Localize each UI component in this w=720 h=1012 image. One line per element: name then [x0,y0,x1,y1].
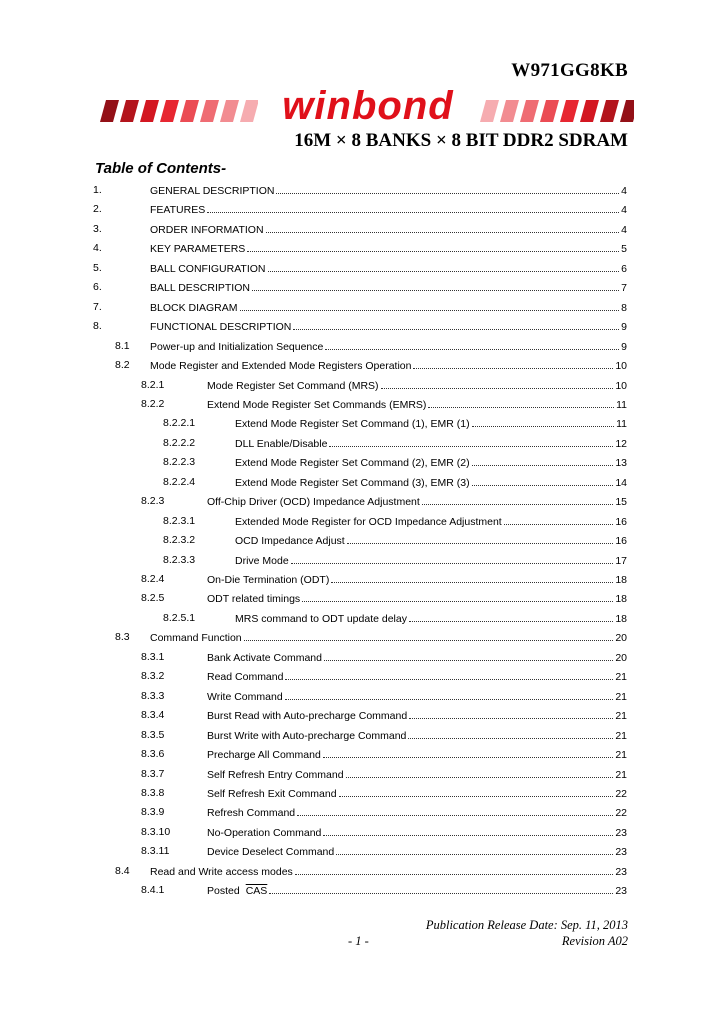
toc-entry-title: BLOCK DIAGRAM [150,301,238,314]
toc-entry-title: KEY PARAMETERS [150,243,246,256]
toc-entry-title: FUNCTIONAL DESCRIPTION [150,321,292,334]
toc-entry-page: 18 [615,574,627,586]
toc-entry-page: 10 [615,360,627,373]
toc-entry-page: 13 [615,457,627,470]
logo-stripes-left [100,100,258,122]
toc-entry-title: GENERAL DESCRIPTION [150,185,275,197]
toc-entry-title: Mode Register Set Command (MRS) [207,379,379,392]
toc-entry-number: 8.2.2.2 [163,436,196,449]
toc-entry-line [150,279,627,296]
toc-dot-leader [413,357,613,369]
toc-entry-title: Extend Mode Register Set Command (3), EMR (3) [235,476,470,489]
toc-entry[interactable] [0,357,720,373]
toc-entry-number: 8.3.9 [141,806,165,819]
toc-entry-number: 4. [93,242,102,255]
toc-entry-title: On-Die Termination (ODT) [207,574,330,586]
toc-dot-leader [347,532,614,544]
toc-entry-line [207,590,627,607]
toc-entry-title: Precharge All Command [207,749,321,762]
toc-entry[interactable] [0,610,720,626]
toc-entry-page: 9 [621,321,627,334]
toc-dot-leader [472,454,614,466]
toc-entry-line [150,260,627,277]
toc-dot-leader [329,435,613,447]
toc-entry-page: 18 [615,593,627,606]
logo-stripe [160,100,179,122]
toc-entry[interactable] [0,513,720,529]
toc-dot-leader [266,221,620,233]
toc-entry-title: Read and Write access modes [150,865,293,878]
toc-entry-page: 16 [615,515,627,528]
toc-dot-leader [331,571,613,583]
toc-entry-page: 23 [615,885,627,898]
logo-stripe [480,100,499,122]
logo-stripe [140,100,159,122]
toc-dot-leader [325,338,619,350]
toc-entry[interactable] [0,649,720,665]
toc-entry-line [150,182,627,199]
toc-entry-page: 4 [621,185,627,197]
toc-entry-page: 9 [621,340,627,353]
toc-dot-leader [323,824,613,836]
logo-stripe [520,100,539,122]
logo-stripes-right [480,100,634,122]
toc-entry-number: 8.3.2 [141,670,165,683]
toc-entry-page: 12 [615,437,627,450]
toc-entry-title: FEATURES [150,204,206,217]
toc-dot-leader [409,610,613,622]
toc-dot-leader [323,746,614,758]
toc-dot-leader [504,513,614,525]
toc-entry[interactable] [0,299,720,315]
toc-entry-line [150,629,627,646]
toc-entry[interactable] [0,863,720,879]
logo-stripe [240,100,258,122]
toc-entry-line [235,474,627,491]
toc-entry[interactable] [0,746,720,762]
toc-entry-title: BALL CONFIGURATION [150,262,266,275]
toc-entry[interactable] [0,377,720,393]
toc-entry[interactable] [0,338,720,354]
toc-entry-page: 4 [621,204,627,217]
toc-entry-line [207,843,627,860]
toc-entry[interactable] [0,882,720,898]
toc-dot-leader [285,688,614,700]
toc-entry-title: Off-Chip Driver (OCD) Impedance Adjustment [207,496,420,509]
toc-entry-number: 6. [93,281,102,294]
logo-stripe [500,100,519,122]
toc-entry[interactable] [0,435,720,451]
logo-stripe [220,100,239,122]
toc-entry-title: Extend Mode Register Set Command (1), EMR (1) [235,418,470,431]
toc-dot-leader [252,279,619,291]
toc-dot-leader [409,707,613,719]
toc-entry[interactable] [0,201,720,217]
toc-entry-number: 8.2.5.1 [163,611,196,624]
toc-entry-line [207,396,627,413]
toc-entry-line [150,201,627,218]
toc-entry-title: Posted [207,885,240,898]
toc-entry-title: Mode Register and Extended Mode Registers Operation [150,360,412,373]
toc-entry-line [235,610,627,627]
toc-entry-number: 8.2 [115,359,130,372]
toc-dot-leader [428,396,614,408]
toc-entry[interactable] [0,727,720,743]
logo-stripe [540,100,559,122]
toc-entry-title: BALL DESCRIPTION [150,282,250,295]
toc-entry-number: 8.3.4 [141,709,165,722]
toc-entry-number: 8.2.3 [141,495,165,508]
toc-entry-number: 8.3 [115,631,130,644]
toc-entry[interactable] [0,260,720,276]
toc-entry[interactable] [0,785,720,801]
toc-entry-line [235,513,627,530]
toc-dot-leader [336,843,613,855]
toc-entry-title: Refresh Command [207,807,296,820]
toc-entry-page: 23 [615,826,627,839]
toc-dot-leader [381,377,614,389]
toc-dot-leader [472,415,615,427]
toc-entry-number: 8.1 [115,339,130,352]
toc-entry-title: Power-up and Initialization Sequence [150,340,324,353]
toc-entry-title: Drive Mode [235,554,289,567]
toc-entry[interactable] [0,707,720,723]
toc-entry-number: 8.3.1 [141,650,165,663]
toc-entry[interactable] [0,824,720,840]
logo-stripe [180,100,199,122]
toc-entry-page: 11 [616,398,627,411]
logo-stripe [580,100,599,122]
toc-dot-leader [268,260,620,272]
toc-entry-number: 8.2.2.4 [163,475,196,488]
toc-entry-page: 8 [621,301,627,314]
toc-entry-title: Self Refresh Entry Command [207,768,344,781]
toc-entry-title: Write Command [207,690,283,703]
toc-dot-leader [240,299,620,311]
toc-dot-leader [291,552,614,564]
toc-entry-number: 7. [93,300,102,313]
toc-entry-number: 8. [93,320,102,333]
revision-label: Revision A02 [561,934,628,948]
toc-entry-line [150,299,627,316]
toc-entry-line [235,532,627,549]
toc-entry-page: 21 [615,768,627,781]
toc-entry-page: 6 [621,262,627,275]
toc-dot-leader [269,882,613,894]
logo-wordmark: winbond [282,84,454,128]
toc-dot-leader [293,318,619,330]
toc-entry-line [207,727,627,744]
toc-entry-page: 21 [615,749,627,762]
toc-entry-number: 1. [93,184,102,196]
toc-entry-line [207,571,627,588]
toc-dot-leader [422,493,614,505]
toc-entry[interactable] [0,766,720,782]
toc-entry-title: Device Deselect Command [207,846,335,859]
toc-entry[interactable] [0,843,720,859]
logo-stripe [100,100,119,122]
toc-dot-leader [297,804,613,816]
logo-stripe [120,100,139,122]
toc-entry-title: Read Command [207,671,284,684]
toc-dot-leader [302,590,613,602]
toc-entry-title: DLL Enable/Disable [235,437,328,450]
toc-entry-page: 21 [615,710,627,723]
part-number: W971GG8KB [511,60,628,81]
toc-entry-line [207,766,627,783]
winbond-logo [100,84,632,130]
toc-entry-title: Extend Mode Register Set Command (2), EMR (2) [235,457,470,470]
toc-dot-leader [408,727,613,739]
toc-entry-title: No-Operation Command [207,826,322,839]
toc-entry-line [150,240,627,257]
toc-entry-title: Bank Activate Command [207,651,322,664]
toc-entry-line [207,804,627,821]
toc-entry-title: Extend Mode Register Set Commands (EMRS) [207,398,427,411]
toc-entry-page: 22 [615,787,627,800]
toc-entry-number: 8.2.3.3 [163,553,196,566]
toc-entry-page: 16 [615,535,627,548]
toc-entry-page: 18 [615,612,627,625]
toc-dot-leader [285,668,613,680]
toc-entry[interactable] [0,668,720,684]
toc-dot-leader [244,629,614,641]
toc-entry-page: 15 [615,496,627,509]
toc-entry-page: 11 [616,418,627,431]
page-number: - 1 - [348,934,369,948]
toc-entry-number: 8.3.7 [141,767,165,780]
toc-entry-number: 8.3.6 [141,748,165,761]
logo-stripe [600,100,619,122]
toc-entry-line [150,863,627,880]
toc-entry-title: MRS command to ODT update delay [235,612,407,625]
toc-entry-line [207,493,627,510]
toc-entry-number: 8.2.1 [141,378,165,391]
toc-entry-title: Burst Write with Auto-precharge Command [207,729,407,742]
toc-entry-page: 20 [615,651,627,664]
toc-entry-page: 14 [615,476,627,489]
toc-heading: Table of Contents- [95,160,227,177]
toc-entry[interactable] [0,688,720,704]
toc-entry[interactable] [0,454,720,470]
document-subtitle: 16M × 8 BANKS × 8 BIT DDR2 SDRAM [294,130,628,151]
toc-entry-number: 3. [93,222,102,235]
toc-entry-line [150,338,627,355]
toc-entry-number: 8.4.1 [141,884,165,897]
toc-entry-number: 8.3.11 [141,845,170,858]
toc-entry-page: 21 [615,729,627,742]
toc-entry-number: 8.2.4 [141,573,165,585]
toc-entry-number: 8.2.2.3 [163,456,196,469]
toc-entry-line [207,746,627,763]
toc-entry[interactable] [0,318,720,334]
toc-entry-line [207,707,627,724]
toc-entry[interactable] [0,182,720,198]
toc-entry-signal-name: $\overline{CAS}$ [245,885,268,898]
toc-entry-number: 5. [93,261,102,274]
toc-entry-page: 23 [615,865,627,878]
toc-entry-line [207,688,627,705]
toc-entry-page: 4 [621,223,627,236]
logo-stripe [560,100,579,122]
toc-dot-leader [472,474,614,486]
toc-entry-number: 8.3.8 [141,786,165,799]
toc-entry-title: OCD Impedance Adjust [235,535,345,548]
toc-entry-title: ODT related timings [207,593,301,606]
toc-dot-leader [339,785,614,797]
toc-entry-title: Command Function [150,632,242,645]
toc-entry-page: 20 [615,632,627,645]
toc-entry[interactable] [0,396,720,412]
toc-entry-line [150,221,627,238]
toc-entry-line [207,785,627,802]
publication-release-date: Publication Release Date: Sep. 11, 2013 [425,918,628,932]
toc-entry[interactable] [0,629,720,645]
toc-entry-number: 8.2.2 [141,397,165,410]
toc-entry[interactable] [0,493,720,509]
toc-entry[interactable] [0,571,720,587]
toc-entry-number: 8.3.5 [141,728,165,741]
toc-entry-page: 21 [615,690,627,703]
toc-entry-number: 8.3.3 [141,689,165,702]
toc-dot-leader [247,240,619,252]
toc-entry-title: Extended Mode Register for OCD Impedance Adjustment [235,515,502,528]
toc-entry-page: 17 [615,554,627,567]
toc-entry[interactable] [0,221,720,237]
toc-entry-page: 22 [615,807,627,820]
toc-entry-line [207,377,627,394]
toc-entry-title: ORDER INFORMATION [150,223,264,236]
logo-stripe [200,100,219,122]
toc-entry[interactable] [0,415,720,431]
toc-entry-line [235,415,627,432]
toc-entry-page: 23 [615,846,627,859]
toc-dot-leader [346,766,614,778]
toc-entry-line [207,882,627,899]
toc-entry[interactable] [0,590,720,606]
toc-entry-page: 5 [621,243,627,256]
toc-entry-page: 10 [615,379,627,392]
toc-entry[interactable] [0,532,720,548]
toc-entry-line [207,649,627,666]
toc-entry-page: 21 [615,671,627,684]
toc-entry-number: 8.2.3.1 [163,514,196,527]
toc-entry-number: 8.2.3.2 [163,534,196,547]
toc-entry[interactable] [0,804,720,820]
toc-entry-number: 8.2.5 [141,592,165,605]
toc-entry[interactable] [0,240,720,256]
toc-entry-title: Self Refresh Exit Command [207,787,337,800]
toc-entry[interactable] [0,279,720,295]
toc-entry-line [150,318,627,335]
toc-entry-number: 8.4 [115,864,130,877]
toc-entry-number: 2. [93,203,102,216]
toc-entry-number: 8.3.10 [141,825,171,838]
toc-dot-leader [207,201,619,213]
toc-dot-leader [324,649,613,661]
toc-entry-number: 8.2.2.1 [163,417,196,430]
toc-entry-line [235,435,627,452]
toc-entry[interactable] [0,474,720,490]
toc-entry-page: 7 [621,282,627,295]
toc-dot-leader [276,182,619,194]
toc-entry[interactable] [0,552,720,568]
toc-entry-line [207,668,627,685]
toc-entry-line [235,454,627,471]
logo-stripe [620,100,634,122]
toc-entry-line [207,824,627,841]
toc-entry-line [235,552,627,569]
toc-entry-line [150,357,627,374]
toc-entry-title: Burst Read with Auto-precharge Command [207,710,408,723]
toc-dot-leader [295,863,614,875]
